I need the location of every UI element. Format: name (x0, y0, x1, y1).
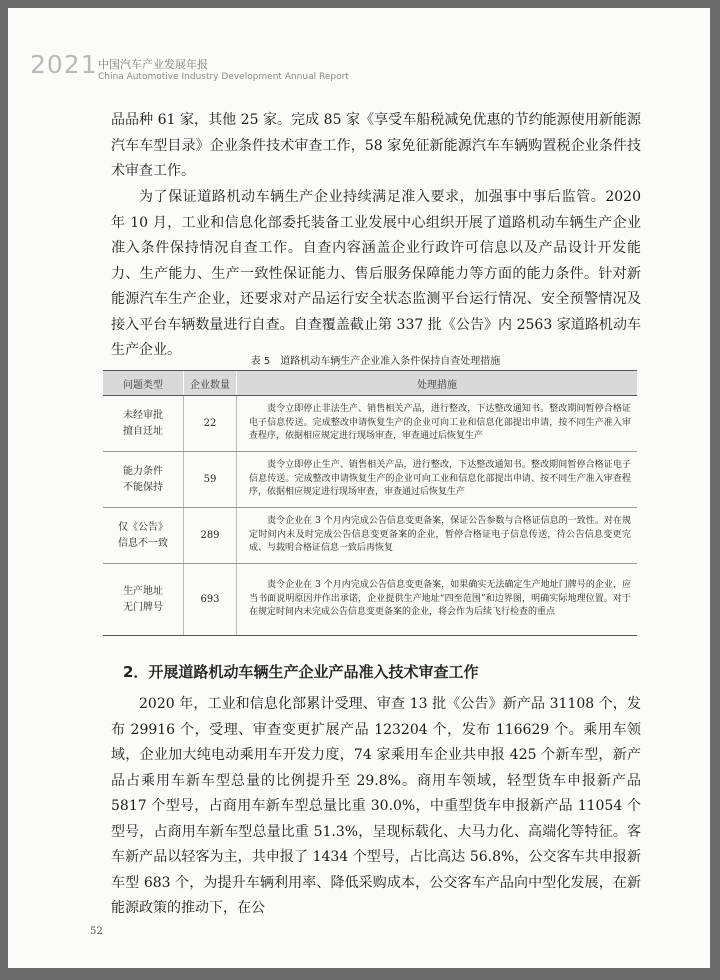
cell-count: 22 (184, 396, 237, 452)
cell-type (103, 452, 184, 508)
paragraph-product-review: 2020 年，工业和信息化部累计受理、审查 13 批《公告》新产品 31108 个，发布 29916 个，受理、审查变更扩展产品 123204 个，发布 116629 个。乘用车领域，企业加大纯电动乘用车开发力度，74 家乘用车企业共申报 425 个新车型，新产品占乘用车新车型总量的比例提升至 29.8%。商用车领域，轻型货车申报新产品 5817 个型号，占商用车新车型总量比重 30.0%，中重型货车申报新产品 11054 个型号，占商用车新车型总量比重 51.3%，呈现标载化、大马力化、高端化等特征。客车新产品以轻客为主，共申报了 1434 个型号，占比高达 56.8%，公交客车共申报新车型 683 个，为提升车辆利用率、降低采购成本，公交客车产品向中型化发展，在新能源政策的推动下，在公 (111, 696, 641, 916)
header-title-en: China Automotive Industry Development Annual Report (98, 72, 349, 82)
cell-type-line: 擅自迁址 (123, 425, 163, 437)
cell-type-line: 仅《公告》 (118, 521, 168, 533)
cell-type-line: 未经审批 (123, 409, 163, 421)
paragraph-continuation: 品品种 61 家，其他 25 家。完成 85 家《享受车船税减免优惠的节约能源使用新能源汽车车型目录》企业条件技术审查工作，58 家免征新能源汽车车辆购置税企业条件技术审查工作。 (111, 112, 641, 179)
document-page (8, 8, 710, 968)
cell-type (103, 564, 184, 636)
table-row (103, 452, 637, 508)
header-title-cn: 中国汽车产业发展年报 (98, 58, 208, 71)
column-header-measures: 处理措施 (237, 371, 638, 396)
measures-table (103, 370, 637, 636)
header-year: 2021 (30, 50, 98, 79)
column-header-type: 问题类型 (103, 371, 184, 396)
cell-type-line: 不能保持 (123, 481, 163, 493)
cell-count: 693 (184, 564, 237, 636)
cell-measures: 责令立即停止非法生产、销售相关产品，进行整改，下达整改通知书。整改期间暂停合格证电子信息传送。完成整改申请恢复生产的企业可向工业和信息化部提出申请，按不同生产准入审查程序，依据相应规定进行现场审查，审查通过后恢复生产 (237, 396, 638, 452)
page-number: 52 (90, 926, 103, 937)
cell-type (103, 508, 184, 564)
cell-count: 59 (184, 452, 237, 508)
cell-measures: 责令立即停止生产、销售相关产品，进行整改，下达整改通知书。整改期间暂停合格证电子信息传送。完成整改申请恢复生产的企业可向工业和信息化部提出申请、按不同生产准入审查程序，依据相应规定进行现场审查，审查通过后恢复生产 (237, 452, 638, 508)
cell-measures: 责令企业在 3 个月内完成公告信息变更备案，如果确实无法确定生产地址门牌号的企业，应当书面说明原因并作出承诺，企业提供生产地址“四至范围”和边界图，明确实际地理位置。对于在规定时间内未完成公告信息变更备案的企业，将会作为后续飞行检查的重点 (237, 564, 638, 636)
cell-type-line: 无门牌号 (123, 601, 163, 613)
section-heading: 2．开展道路机动车辆生产企业产品准入技术审查工作 (123, 663, 479, 681)
cell-count: 289 (184, 508, 237, 564)
table-caption: 表 5 道路机动车辆生产企业准入条件保持自查处理措施 (250, 356, 501, 367)
table-header-row (103, 371, 637, 396)
cell-type-line: 信息不一致 (118, 537, 168, 549)
table-row (103, 564, 637, 636)
cell-type-line: 能力条件 (123, 465, 163, 477)
cell-measures: 责令企业在 3 个月内完成公告信息变更备案，保证公告参数与合格证信息的一致性。对在规定时间内未及时完成公告信息变更备案的企业，暂停合格证电子信息传送，待公告信息变更完成、与载明合格证信息一致后再恢复 (237, 508, 638, 564)
table-row (103, 396, 637, 452)
table-row (103, 508, 637, 564)
cell-type (103, 396, 184, 452)
paragraph-self-inspection: 为了保证道路机动车辆生产企业持续满足准入要求，加强事中事后监管。2020 年 10 月，工业和信息化部委托装备工业发展中心组织开展了道路机动车辆生产企业准入条件保持情况自查工作。自查内容涵盖企业行政许可信息以及产品设计开发能力、生产能力、生产一致性保证能力、售后服务保障能力等方面的能力条件。针对新能源汽车生产企业，还要求对产品运行安全状态监测平台运行情况、安全预警情况及接入平台车辆数量进行自查。自查覆盖截止第 337 批《公告》内 2563 家道路机动车生产企业。 (111, 189, 641, 358)
column-header-count: 企业数量 (184, 371, 237, 396)
cell-type-line: 生产地址 (123, 585, 163, 597)
